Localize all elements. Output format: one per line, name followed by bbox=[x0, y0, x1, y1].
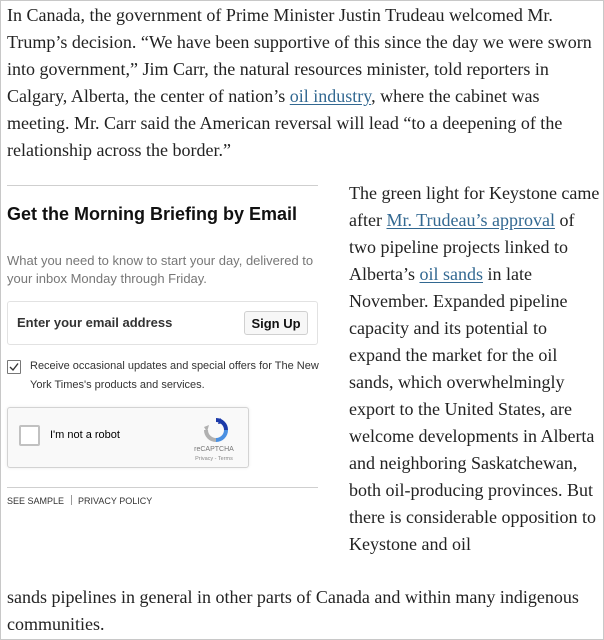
article-paragraph-2 bbox=[349, 180, 601, 558]
footer-separator bbox=[71, 495, 72, 505]
see-sample-link[interactable]: SEE SAMPLE bbox=[7, 496, 65, 506]
recaptcha-terms-link[interactable]: Privacy - Terms bbox=[195, 456, 233, 462]
checkmark-icon bbox=[9, 362, 19, 372]
article-paragraph-3: sands pipelines in general in other parts of Canada and within many indigenous communities. bbox=[7, 587, 579, 634]
privacy-policy-link[interactable]: PRIVACY POLICY bbox=[78, 496, 153, 506]
article-paragraph-1 bbox=[7, 2, 599, 164]
divider bbox=[7, 185, 318, 186]
offers-checkbox-label: Receive occasional updates and special offers for The New York Times's products and services. bbox=[30, 360, 319, 391]
recaptcha-logo-icon bbox=[203, 417, 229, 443]
divider bbox=[7, 487, 318, 488]
paragraph-text: The green light for Keystone came after bbox=[349, 183, 600, 230]
sign-up-button[interactable]: Sign Up bbox=[244, 311, 308, 335]
oil-industry-link[interactable]: oil industry bbox=[289, 86, 372, 106]
paragraph-text: In Canada, the government of Prime Minister Justin Trudeau welcomed Mr. Trump’s decision. “We have been supportive of this since the day we were sworn into government,” Jim Carr, the natural resources minister, told reporters in Calgary, Alberta, the center of nation’s bbox=[7, 5, 592, 106]
recaptcha-widget bbox=[7, 407, 249, 468]
email-form bbox=[7, 301, 318, 345]
recaptcha-checkbox[interactable] bbox=[19, 425, 40, 446]
recaptcha-brand: reCAPTCHA bbox=[194, 446, 234, 453]
newsletter-title: Get the Morning Briefing by Email bbox=[7, 204, 298, 224]
oil-sands-link[interactable]: oil sands bbox=[419, 264, 483, 284]
newsletter-footer bbox=[7, 495, 152, 506]
recaptcha-label: I'm not a robot bbox=[50, 429, 120, 441]
email-input[interactable] bbox=[9, 303, 239, 341]
newsletter-description: What you need to know to start your day, delivered to your inbox Monday through Friday. bbox=[7, 253, 314, 286]
paragraph-text: , where the cabinet was meeting. Mr. Carr said the American reversal will lead “to a deepening of the relationship across the border.” bbox=[7, 86, 563, 160]
trudeau-approval-link[interactable]: Mr. Trudeau’s approval bbox=[386, 210, 555, 230]
paragraph-text: in late November. Expanded pipeline capacity and its potential to expand the market for the oil sands, which overwhelmingly export to the United States, are welcome developments in Alberta and neighboring Saskatchewan, both oil-producing provinces. But there is considerable opposition to Keystone and oil bbox=[349, 264, 596, 554]
offers-checkbox[interactable] bbox=[7, 360, 21, 374]
paragraph-text: of two pipeline projects linked to Alberta’s bbox=[349, 210, 575, 284]
